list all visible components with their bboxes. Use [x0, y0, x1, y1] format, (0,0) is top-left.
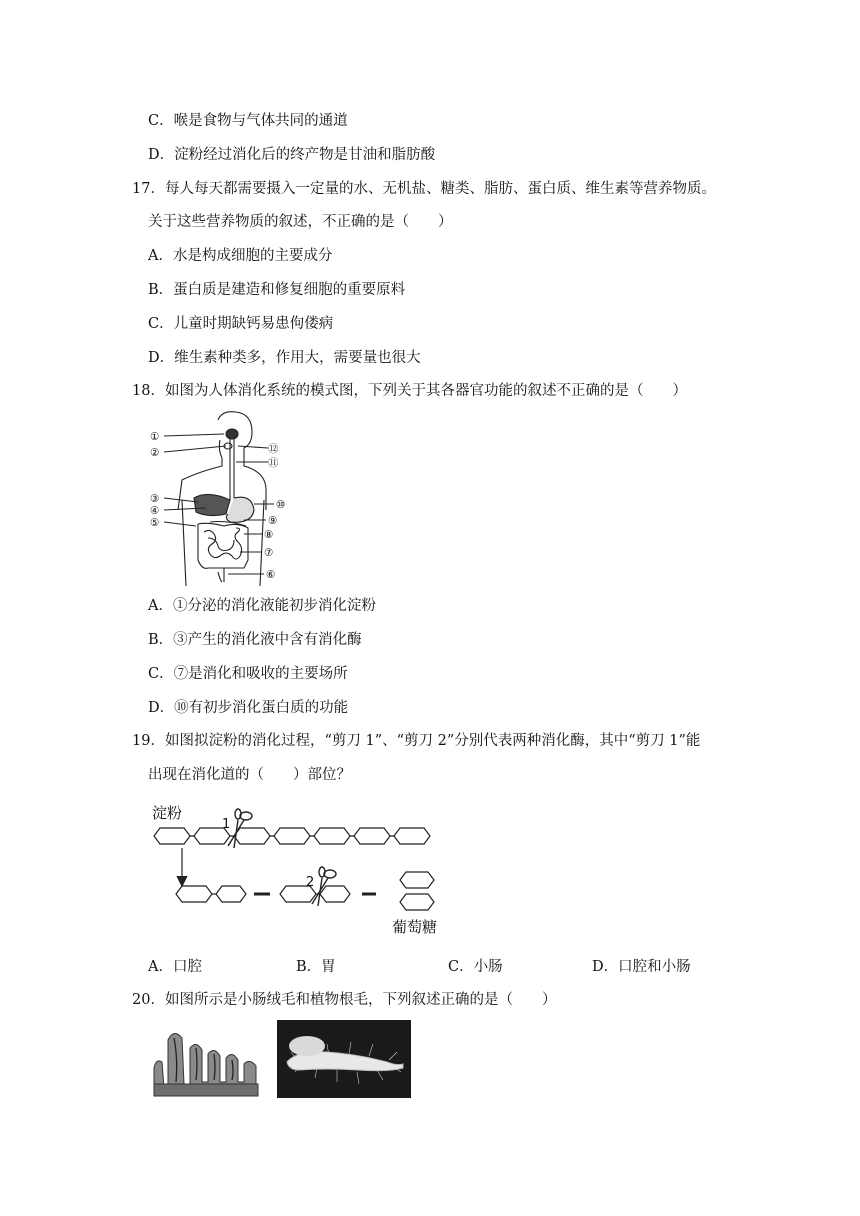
- q17-option-c: C．儿童时期缺钙易患佝偻病: [148, 316, 334, 332]
- q19-option-d: D．口腔和小肠: [592, 959, 691, 975]
- q17-option-d: D．维生素种类多，作用大，需要量也很大: [148, 350, 421, 366]
- label-9: ⑨: [268, 515, 278, 527]
- q17-option-b: B．蛋白质是建造和修复细胞的重要原料: [148, 282, 406, 298]
- scissors-1-label: 1: [222, 817, 231, 832]
- label-2: ②: [150, 447, 160, 459]
- q19-stem-line2: 出现在消化道的（ ）部位？: [148, 767, 351, 783]
- q19-stem-line1: 19．如图拟淀粉的消化过程，“剪刀 1”、“剪刀 2”分别代表两种消化酶，其中“剪刀 1”能: [132, 733, 701, 749]
- label-8: ⑧: [264, 529, 274, 541]
- q18-option-a: A．①分泌的消化液能初步消化淀粉: [148, 598, 376, 614]
- label-11: ⑪: [268, 457, 279, 469]
- label-6: ⑥: [266, 569, 276, 581]
- label-5: ⑤: [150, 517, 160, 529]
- q19-options-row: [148, 958, 748, 976]
- q18-option-d: D．⑩有初步消化蛋白质的功能: [148, 700, 349, 716]
- label-1: ①: [150, 431, 160, 443]
- label-7: ⑦: [264, 547, 274, 559]
- q17-stem-line1: 17．每人每天都需要摄入一定量的水、无机盐、糖类、脂肪、蛋白质、维生素等营养物质。: [132, 181, 716, 197]
- q18-option-c: C．⑦是消化和吸收的主要场所: [148, 666, 348, 682]
- starch-digestion-figure: [150, 798, 450, 944]
- q16-option-c: C．喉是食物与气体共同的通道: [148, 113, 348, 129]
- starch-label: 淀粉: [152, 804, 183, 822]
- scissors-2-label: 2: [306, 875, 315, 890]
- q18-option-b: B．③产生的消化液中含有消化酶: [148, 632, 362, 648]
- q17-option-a: A．水是构成细胞的主要成分: [148, 248, 333, 264]
- label-12: ⑫: [268, 443, 279, 455]
- q19-option-c: C．小肠: [448, 959, 503, 975]
- digestive-system-figure: [148, 410, 298, 586]
- q19-option-b: B．胃: [296, 959, 336, 975]
- q17-stem-line2: 关于这些营养物质的叙述，不正确的是（ ）: [148, 214, 453, 230]
- label-10: ⑩: [276, 499, 286, 511]
- intestinal-villi-image: [150, 1018, 266, 1098]
- q18-stem: 18．如图为人体消化系统的模式图，下列关于其各器官功能的叙述不正确的是（ ）: [132, 383, 687, 399]
- q20-stem: 20．如图所示是小肠绒毛和植物根毛，下列叙述正确的是（ ）: [132, 992, 557, 1008]
- glucose-label: 葡萄糖: [392, 918, 438, 936]
- root-hair-image: [277, 1020, 411, 1098]
- q16-option-d: D．淀粉经过消化后的终产物是甘油和脂肪酸: [148, 147, 436, 163]
- label-4: ④: [150, 505, 160, 517]
- label-3: ③: [150, 493, 160, 505]
- q19-option-a: A．口腔: [148, 959, 202, 975]
